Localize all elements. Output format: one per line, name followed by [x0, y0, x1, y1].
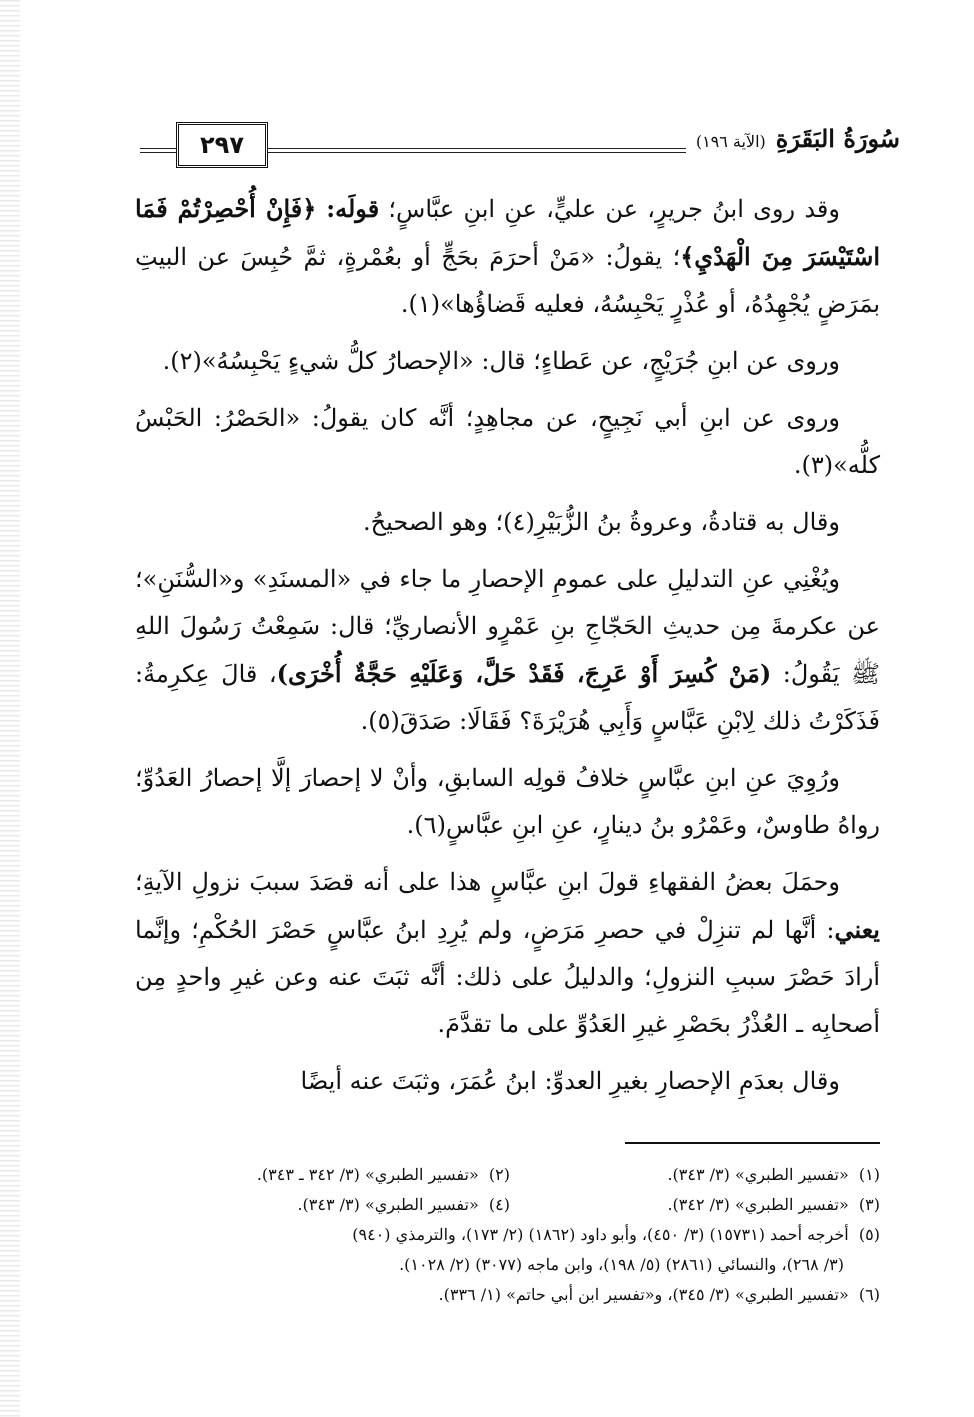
page-number: ٢٩٧ — [200, 131, 244, 159]
text-run: : أنَّها لم تنزِلْ في حصرِ مَرَضٍ، ولم يُرِدِ ابنُ عبَّاسٍ حَصْرَ الحُكْمِ؛ وإنَّما أرادَ حَصْرَ سببِ النزولِ؛ والدليلُ على ذلك: أنَّه ثبَتَ عنه وعن غيرِ واحدٍ مِن أصحابِه ـ العُذْرُ بحَصْرِ غيرِ العَدُوِّ على ما تقدَّمَ. — [135, 916, 880, 1038]
footnote-row — [140, 1160, 880, 1190]
surah-title — [686, 124, 900, 153]
footnote-number: (٢) — [488, 1165, 510, 1184]
paragraph: ورُوِيَ عنِ ابنِ عبَّاسٍ خلافُ قولِه السابقِ، وأنْ لا إحصارَ إلَّا إحصارُ العَدُوِّ؛ رواهُ طاوسٌ، وعَمْرُو بنُ دينارٍ، عنِ ابنِ عبَّاسٍ(٦). — [135, 764, 880, 839]
paragraph — [135, 556, 880, 745]
surah-name: سُورَةُ البَقَرَةِ — [775, 124, 900, 153]
paragraph — [135, 859, 880, 1048]
running-header — [140, 118, 900, 168]
scan-edge — [0, 0, 20, 1417]
footnote-number: (٤) — [488, 1195, 510, 1214]
quran-quote: قولَه: ﴿فَإِنْ أُحْصِرْتُمْ فَمَا اسْتَيْسَرَ مِنَ الْهَدْيِ﴾ — [135, 194, 880, 271]
bold-term: يعني — [834, 915, 880, 944]
footnote-3 — [510, 1190, 880, 1220]
paragraph: وروى عن ابنِ جُرَيْجٍ، عن عَطاءٍ؛ قال: «الإحصارُ كلُّ شيءٍ يَحْبِسُهُ»(٢). — [162, 347, 840, 375]
footnote-number: (٥) — [858, 1225, 880, 1244]
text-run: وقد روى ابنُ جريرٍ، عن عليٍّ، عنِ ابنِ عبَّاسٍ؛ — [379, 195, 840, 223]
paragraph — [135, 185, 880, 328]
footnote-1 — [510, 1160, 880, 1190]
footnote-text: «تفسير الطبري» (٣/ ٣٤٥)، و«تفسير ابن أبي حاتم» (١/ ٣٣٦). — [438, 1285, 849, 1304]
footnote-text: «تفسير الطبري» (٣/ ٣٤٢ ـ ٣٤٣). — [256, 1165, 479, 1184]
paragraph: وروى عن ابنِ أبي نَجِيحٍ، عن مجاهِدٍ؛ أنَّه كان يقولُ: «الحَصْرُ: الحَبْسُ كلُّه»(٣). — [135, 404, 880, 479]
text-run: ويُغْنِي عنِ التدليلِ على عمومِ الإحصارِ ما جاء في «المسنَدِ» و«السُّنَنِ»؛ عن عكرمةَ مِن حديثِ الحَجّاجِ بنِ عَمْرٍو الأنصاريِّ؛ قال: سَمِعْتُ رَسُولَ اللهِ ﷺ يَقُولُ: — [135, 565, 881, 688]
footnote-number: (١) — [858, 1165, 880, 1184]
footnote-number: (٣) — [858, 1195, 880, 1214]
paragraph: وقال بعدَمِ الإحصارِ بغيرِ العدوِّ: ابنُ عُمَرَ، وثبَتَ عنه أيضًا — [300, 1067, 840, 1095]
page-number-box — [176, 122, 268, 168]
footnote-number: (٦) — [858, 1285, 880, 1304]
text-run: ، قالَ عِكرِمةُ: فَذَكَرْتُ ذلك لِابْنِ عَبَّاسٍ وَأَبِي هُرَيْرَةَ؟ فَقَالَا: صَدَقَ(٥). — [135, 660, 880, 735]
paragraph: وقال به قتادةُ، وعروةُ بنُ الزُّبَيْرِ(٤)؛ وهو الصحيحُ. — [363, 508, 840, 536]
text-run: وحمَلَ بعضُ الفقهاءِ قولَ ابنِ عبَّاسٍ هذا على أنه قصَدَ سببَ نزولِ الآيةِ؛ — [135, 868, 840, 896]
main-text — [135, 185, 880, 1115]
footnote-4 — [140, 1190, 510, 1220]
footnote-row — [140, 1190, 880, 1220]
footnote-text: أخرجه أحمد (١٥٧٣١) (٣/ ٤٥٠)، وأبو داود (١٨٦٢) (٢/ ١٧٣)، والترمذي (٩٤٠) — [352, 1225, 849, 1244]
footnote-text: «تفسير الطبري» (٣/ ٣٤٢). — [667, 1195, 849, 1214]
footnote-6 — [140, 1280, 880, 1310]
ayah-reference: (الآية ١٩٦) — [695, 132, 766, 151]
hadith-quote: (مَنْ كُسِرَ أَوْ عَرِجَ، فَقَدْ حَلَّ، وَعَلَيْهِ حَجَّةٌ أُخْرَى) — [276, 659, 772, 688]
footnote-5 — [140, 1220, 880, 1250]
footnote-separator — [625, 1142, 880, 1144]
footnotes — [140, 1160, 880, 1310]
footnote-2 — [140, 1160, 510, 1190]
footnote-5-continued: (٣/ ٢٦٨)، والنسائي (٢٨٦١) (٥/ ١٩٨)، وابن ماجه (٣٠٧٧) (٢/ ١٠٢٨). — [399, 1255, 844, 1274]
text-run: ؛ يقولُ: «مَنْ أحرَمَ بحَجٍّ أو بعُمْرةٍ، ثمَّ حُبِسَ عن البيتِ بمَرَضٍ يُجْهِدُهُ، أو عُذْرٍ يَحْبِسُهُ، فعليه قَضاؤُها»(١). — [135, 243, 880, 318]
footnote-text: «تفسير الطبري» (٣/ ٣٤٣). — [667, 1165, 849, 1184]
footnote-text: «تفسير الطبري» (٣/ ٣٤٣). — [297, 1195, 479, 1214]
